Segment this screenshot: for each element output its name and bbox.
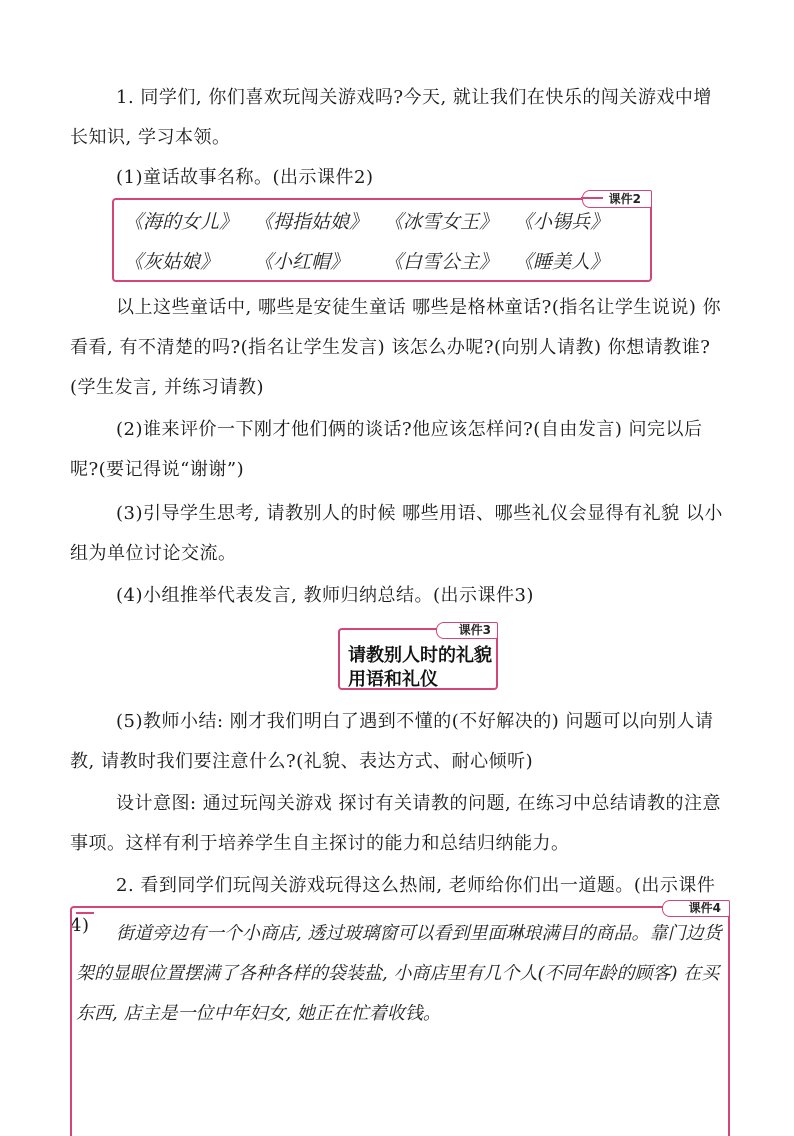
courseware-4-text: 街道旁边有一个小商店, 透过玻璃窗可以看到里面琳琅满目的商品。靠门边货架的显眼位置摆满了各种各样的袋装盐, 小商店里有几个人(不同年龄的顾客) 在买东西, 店主是一位中年妇女, 她正在忙着收钱。: [76, 923, 722, 1024]
story-title: 《小红帽》: [254, 251, 350, 273]
story-title: 《冰雪女王》: [384, 211, 499, 233]
paragraph-step1: (1)童话故事名称。(出示课件2): [116, 167, 374, 188]
courseware-3-box: [338, 623, 498, 690]
paragraph-step5: (5)教师小结: 刚才我们明白了遇到不懂的(不好解决的) 问题可以向别人请教, 请教时我们要注意什么?(礼貌、表达方式、耐心倾听): [70, 711, 714, 772]
courseware-4-tag: 课件4: [662, 900, 730, 917]
paragraph-step4: (4)小组推举代表发言, 教师归纳总结。(出示课件3): [116, 585, 534, 606]
paragraph-discussion: 以上这些童话中, 哪些是安徒生童话 哪些是格林童话?(指名让学生说说) 你看看, 有不清楚的吗?(指名让学生发言) 该怎么办呢?(向别人请教) 你想请教谁?(学生发言, 并练习请教): [70, 297, 722, 398]
story-title: 《拇指姑娘》: [254, 211, 369, 233]
paragraph-part2: 2. 看到同学们玩闯关游戏玩得这么热闹, 老师给你们出一道题。(出示课件4): [70, 875, 716, 936]
paragraph-design-intent: 设计意图: 通过玩闯关游戏 探讨有关请教的问题, 在练习中总结请教的注意事项。这样有利于培养学生自主探讨的能力和总结归纳能力。: [70, 793, 721, 854]
story-title: 《灰姑娘》: [124, 251, 220, 273]
paragraph-step2: (2)谁来评价一下刚才他们俩的谈话?他应该怎样问?(自由发言) 问完以后呢?(要记得说“谢谢”): [70, 419, 703, 480]
story-title: 《睡美人》: [514, 251, 610, 273]
courseware-2-tag: 课件2: [582, 190, 652, 208]
story-title: 《海的女儿》: [124, 211, 239, 233]
paragraph-step3: (3)引导学生思考, 请教别人的时候 哪些用语、哪些礼仪会显得有礼貌 以小组为单位讨论交流。: [70, 503, 723, 564]
story-title: 《白雪公主》: [384, 251, 499, 273]
courseware-3-tag: 课件3: [436, 622, 498, 639]
story-title: 《小锡兵》: [514, 211, 610, 233]
courseware-2-box: [112, 192, 652, 282]
paragraph-intro: 1. 同学们, 你们喜欢玩闯关游戏吗?今天, 就让我们在快乐的闯关游戏中增长知识, 学习本领。: [70, 87, 712, 148]
courseware-3-title: 请教别人时的礼貌用语和礼仪: [348, 645, 492, 690]
